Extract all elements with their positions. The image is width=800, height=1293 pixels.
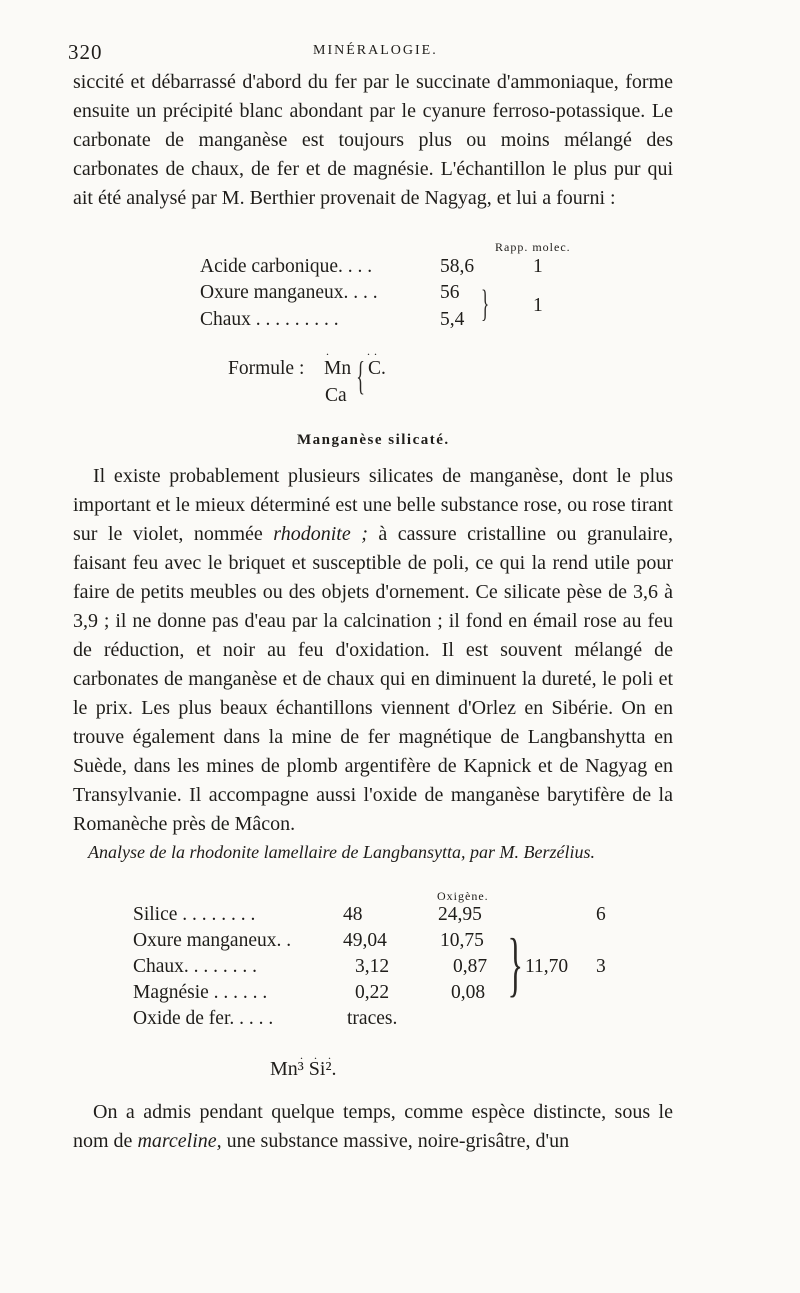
right-brace: } bbox=[507, 924, 524, 1004]
analysis-caption: Analyse de la rhodonite lamellaire de Langbansytta, par M. Berzélius. bbox=[88, 842, 595, 862]
table1-row-name: Chaux . . . . . . . . . bbox=[200, 309, 339, 330]
table1-row-name: Acide carbonique. . . . bbox=[200, 256, 373, 277]
table1-row-value: 56 bbox=[440, 282, 460, 303]
table2-row-value: 3,12 bbox=[355, 956, 390, 977]
formula-dot: . bbox=[326, 344, 333, 358]
mineral-name: rhodonite ; bbox=[273, 523, 368, 545]
table2-row-name: Magnésie . . . . . . bbox=[133, 982, 268, 1003]
table2-row-name: Silice . . . . . . . . bbox=[133, 904, 256, 925]
table2-row-oxygen: 0,87 bbox=[453, 956, 488, 977]
table2-row-value: traces. bbox=[347, 1008, 398, 1029]
right-brace: } bbox=[481, 283, 490, 325]
formula-2: Mn³ Si². bbox=[270, 1058, 337, 1080]
table2-row-name: Chaux. . . . . . . . bbox=[133, 956, 258, 977]
table2-row-name: Oxide de fer. . . . . bbox=[133, 1008, 274, 1029]
table2-row-oxygen: 24,95 bbox=[438, 904, 482, 925]
table1-row-name: Oxure manganeux. . . . bbox=[200, 282, 378, 303]
table2-column-header: Oxigène. bbox=[437, 889, 489, 903]
formula-base-1: Mn bbox=[324, 358, 352, 379]
table2-bracket-ratio: 3 bbox=[596, 956, 606, 977]
table1-bracket-ratio: 1 bbox=[533, 295, 543, 316]
running-title: MINÉRALOGIE. bbox=[313, 43, 438, 58]
formula-dot: . . . bbox=[300, 1048, 335, 1062]
table2-row-oxygen: 10,75 bbox=[440, 930, 484, 951]
mineral-name: marceline, bbox=[137, 1130, 222, 1152]
formula-acid: C. bbox=[368, 358, 386, 379]
table2-bracket-sum: 11,70 bbox=[525, 956, 569, 977]
table1-row-value: 5,4 bbox=[440, 309, 465, 330]
page-number: 320 bbox=[68, 40, 103, 64]
table2-row-value: 48 bbox=[343, 904, 363, 925]
table1-column-header: Rapp. molec. bbox=[495, 240, 571, 254]
table2-row-oxygen: 0,08 bbox=[451, 982, 486, 1003]
paragraph-3: On a admis pendant quelque temps, comme espèce distincte, sous le nom de marceline, une substance massive, noire-grisâtre, d'un bbox=[73, 1101, 673, 1152]
formula-base-2: Ca bbox=[325, 385, 347, 406]
table2-row-value: 49,04 bbox=[343, 930, 387, 951]
formula-dot: .. bbox=[367, 344, 381, 358]
formula-label: Formule : bbox=[228, 358, 305, 379]
section-title: Manganèse silicaté. bbox=[297, 432, 450, 448]
table1-row-ratio: 1 bbox=[533, 256, 543, 277]
left-brace: { bbox=[356, 353, 365, 398]
table2-row-value: 0,22 bbox=[355, 982, 390, 1003]
table1-row-value: 58,6 bbox=[440, 256, 475, 277]
table2-row-name: Oxure manganeux. . bbox=[133, 930, 292, 951]
paragraph-1: siccité et débarrassé d'abord du fer par le succinate d'ammoniaque, forme ensuite un précipité blanc abondant par le cyanure ferroso-potassique. Le carbonate de manganèse est toujours plus ou moins mélangé des carbonates de chaux, de fer et de magnésie. L'échantillon le plus pur qui ait été analysé par M. Berthier provenait de Nagyag, et lui a fourni : bbox=[73, 71, 673, 209]
paragraph-2: Il existe probablement plusieurs silicates de manganèse, dont le plus important et le mieux déterminé est une belle substance rose, ou rose tirant sur le violet, nommée rhodonite ; à cassure cristalline ou granulaire, faisant feu avec le briquet et susceptible de poli, ce qui la rend utile pour faire de petits meubles ou des objets d'ornement. Ce silicate pèse de 3,6 à 3,9 ; il ne donne pas d'eau par la calcination ; il fond en émail rose au feu de réduction, et noir au feu d'oxidation. Il est souvent mélangé de carbonates de manganèse et de chaux qui en diminuent la dureté, le poli et le prix. Les plus beaux échantillons viennent d'Orlez en Sibérie. On en trouve également dans la mine de fer magnétique de Langbanshytta en Suède, dans les mines de plomb argentifère de Kapnick et de Nagyag en Transylvanie. Il accompagne aussi l'oxide de manganèse barytifère de la Romanèche près de Mâcon. bbox=[73, 465, 674, 835]
table2-row-ratio: 6 bbox=[596, 904, 606, 925]
